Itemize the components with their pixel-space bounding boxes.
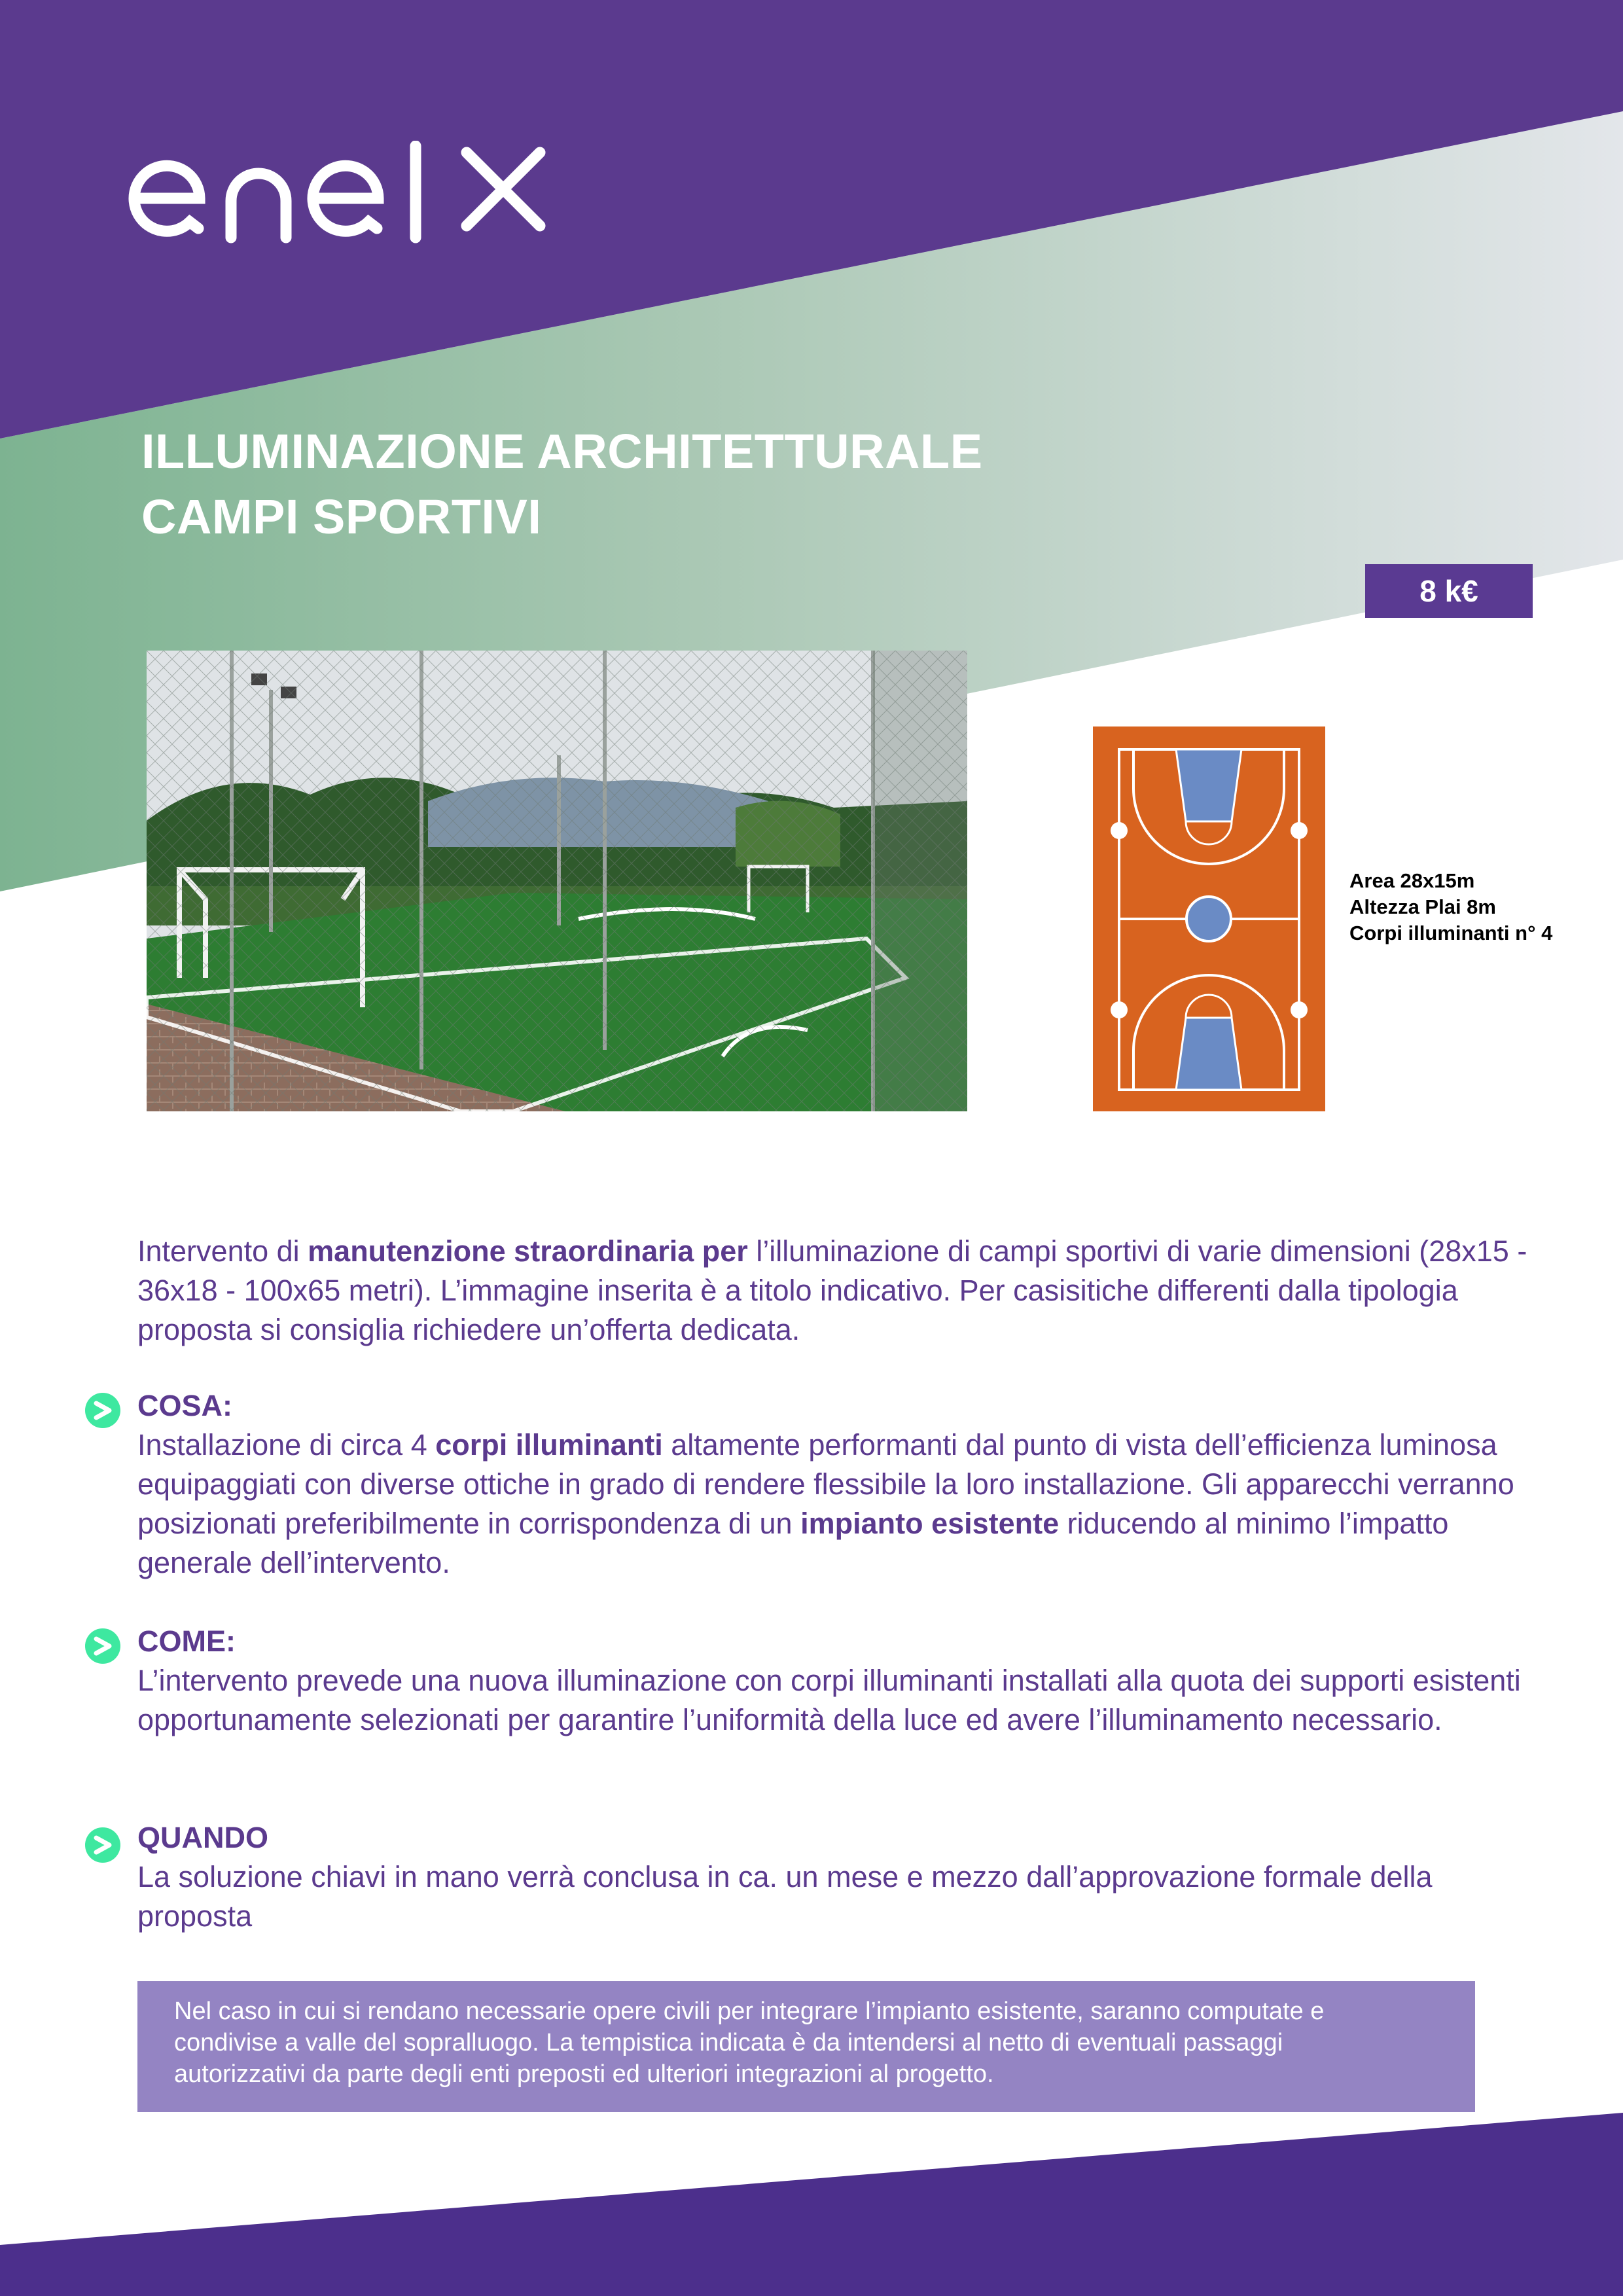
section-text: L’intervento prevede una nuova illuminazione con corpi illuminanti installati alla quota dei supporti esistenti opportunamente selezionati per garantire l’uniformità della luce ed avere l’illuminamento necessario.	[137, 1664, 1521, 1736]
chevron-right-icon	[84, 1627, 122, 1665]
title-line-2: CAMPI SPORTIVI	[141, 490, 542, 544]
court-lights: Corpi illuminanti n° 4	[1349, 922, 1553, 944]
section-bold: impianto esistente	[800, 1507, 1060, 1540]
basketball-court-diagram	[1093, 726, 1325, 1111]
light-fixture-3	[1111, 1001, 1128, 1018]
note-line-3: autorizzativi da parte degli enti preposti ed ulteriori integrazioni al progetto.	[174, 2060, 994, 2088]
section-come	[137, 1622, 1544, 1740]
section-heading: COME:	[137, 1624, 236, 1658]
section-text: Installazione di circa 4	[137, 1428, 436, 1462]
court-height: Altezza Plai 8m	[1349, 895, 1496, 918]
section-text: La soluzione chiavi in mano verrà conclusa in ca. un mese e mezzo dall’approvazione formale della proposta	[137, 1860, 1433, 1933]
footer-purple-band	[0, 2113, 1623, 2296]
note-line-1: Nel caso in cui si rendano necessarie opere civili per integrare l’impianto esistente, saranno computate e	[174, 1998, 1325, 2025]
light-fixture-2	[1291, 822, 1308, 839]
intro-paragraph	[137, 1232, 1544, 1350]
price-badge: 8 k€	[1365, 564, 1533, 618]
section-text: riducendo al minimo l’impatto generale dell’intervento.	[137, 1507, 1449, 1579]
section-heading: QUANDO	[137, 1821, 268, 1854]
page-title	[141, 419, 983, 550]
light-fixture-1	[1111, 822, 1128, 839]
sports-field-photo	[147, 651, 967, 1111]
note-box	[137, 1981, 1475, 2112]
section-text: altamente performanti dal punto di vista dell’efficienza luminosa equipaggiati con diverse ottiche in grado di rendere flessibile la loro installazione. Gli apparecchi verranno posizionati preferibilmente in corrispondenza di un	[137, 1428, 1514, 1540]
chevron-right-icon	[84, 1391, 122, 1429]
enel-x-logo	[128, 141, 553, 245]
section-cosa	[137, 1386, 1544, 1583]
court-area: Area 28x15m	[1349, 869, 1475, 892]
section-heading: COSA:	[137, 1389, 232, 1422]
section-bold: corpi illuminanti	[435, 1428, 663, 1462]
note-line-2: condivise a valle del sopralluogo. La tempistica indicata è da intendersi al netto di eventuali passaggi	[174, 2029, 1283, 2056]
section-quando	[137, 1818, 1544, 1936]
intro-text-1: Intervento di	[137, 1234, 308, 1268]
intro-bold-1: manutenzione straordinaria per	[308, 1234, 748, 1268]
intro-text-2: l’illuminazione di campi sportivi di varie dimensioni (28x15 - 36x18 - 100x65 metri). L’immagine inserita è a titolo indicativo. Per casisitiche differenti dalla tipologia proposta si consiglia richiedere un’offerta dedicata.	[137, 1234, 1527, 1346]
chevron-right-icon	[84, 1826, 122, 1864]
light-fixture-4	[1291, 1001, 1308, 1018]
court-info	[1349, 868, 1552, 946]
title-line-1: ILLUMINAZIONE ARCHITETTURALE	[141, 424, 983, 478]
